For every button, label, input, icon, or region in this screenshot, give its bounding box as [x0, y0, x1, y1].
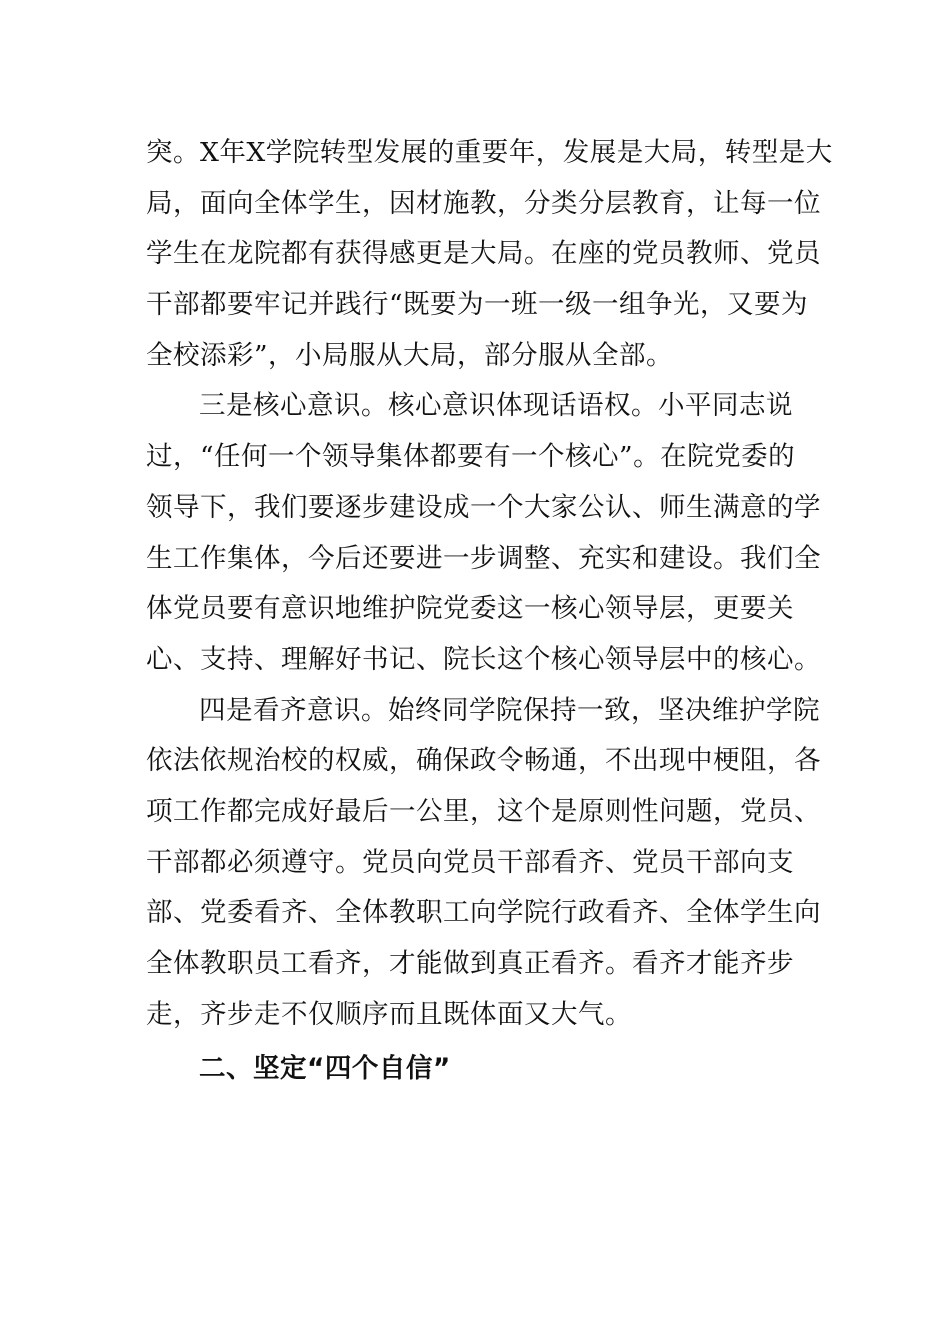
text-line: 全体教职员工看齐，才能做到真正看齐。看齐才能齐步 — [146, 948, 794, 979]
text-line: 生工作集体，今后还要进一步调整、充实和建设。我们全 — [146, 542, 821, 574]
text-line: 突。X年X学院转型发展的重要年，发展是大局，转型是大 — [146, 137, 833, 168]
text-line: 四是看齐意识。始终同学院保持一致，坚决维护学院 — [199, 694, 820, 726]
text-line: 三是核心意识。核心意识体现话语权。小平同志说 — [199, 390, 793, 422]
text-line: 干部都要牢记并践行“既要为一班一级一组争光，又要为 — [146, 289, 809, 321]
text-line: 过，“任何一个领导集体都要有一个核心”。在院党委的 — [146, 441, 796, 473]
text-line: 心、支持、理解好书记、院长这个核心领导层中的核心。 — [146, 643, 821, 675]
paragraph-core-awareness — [146, 381, 821, 685]
document-body — [146, 128, 833, 1095]
paragraph-alignment-awareness — [146, 686, 821, 1041]
text-line: 局，面向全体学生，因材施教，分类分层教育，让每一位 — [146, 187, 821, 219]
text-line: 部、党委看齐、全体教职工向学院行政看齐、全体学生向 — [146, 897, 821, 929]
text-line: 项工作都完成好最后一公里，这个是原则性问题，党员、 — [146, 795, 821, 827]
text-line: 领导下，我们要逐步建设成一个大家公认、师生满意的学 — [146, 491, 821, 523]
text-line: 学生在龙院都有获得感更是大局。在座的党员教师、党员 — [146, 238, 821, 270]
text-line: 干部都必须遵守。党员向党员干部看齐、党员干部向支 — [146, 846, 794, 878]
text-line: 走，齐步走不仅顺序而且既体面又大气。 — [146, 998, 632, 1030]
text-line: 依法依规治校的权威，确保政令畅通，不出现中梗阻，各 — [146, 745, 821, 777]
text-line: 全校添彩”，小局服从大局，部分服从全部。 — [146, 339, 674, 371]
text-line: 体党员要有意识地维护院党委这一核心领导层，更要关 — [146, 593, 794, 625]
paragraph-continuation — [146, 128, 833, 381]
section-heading: 二、坚定“四个自信” — [199, 1053, 451, 1085]
